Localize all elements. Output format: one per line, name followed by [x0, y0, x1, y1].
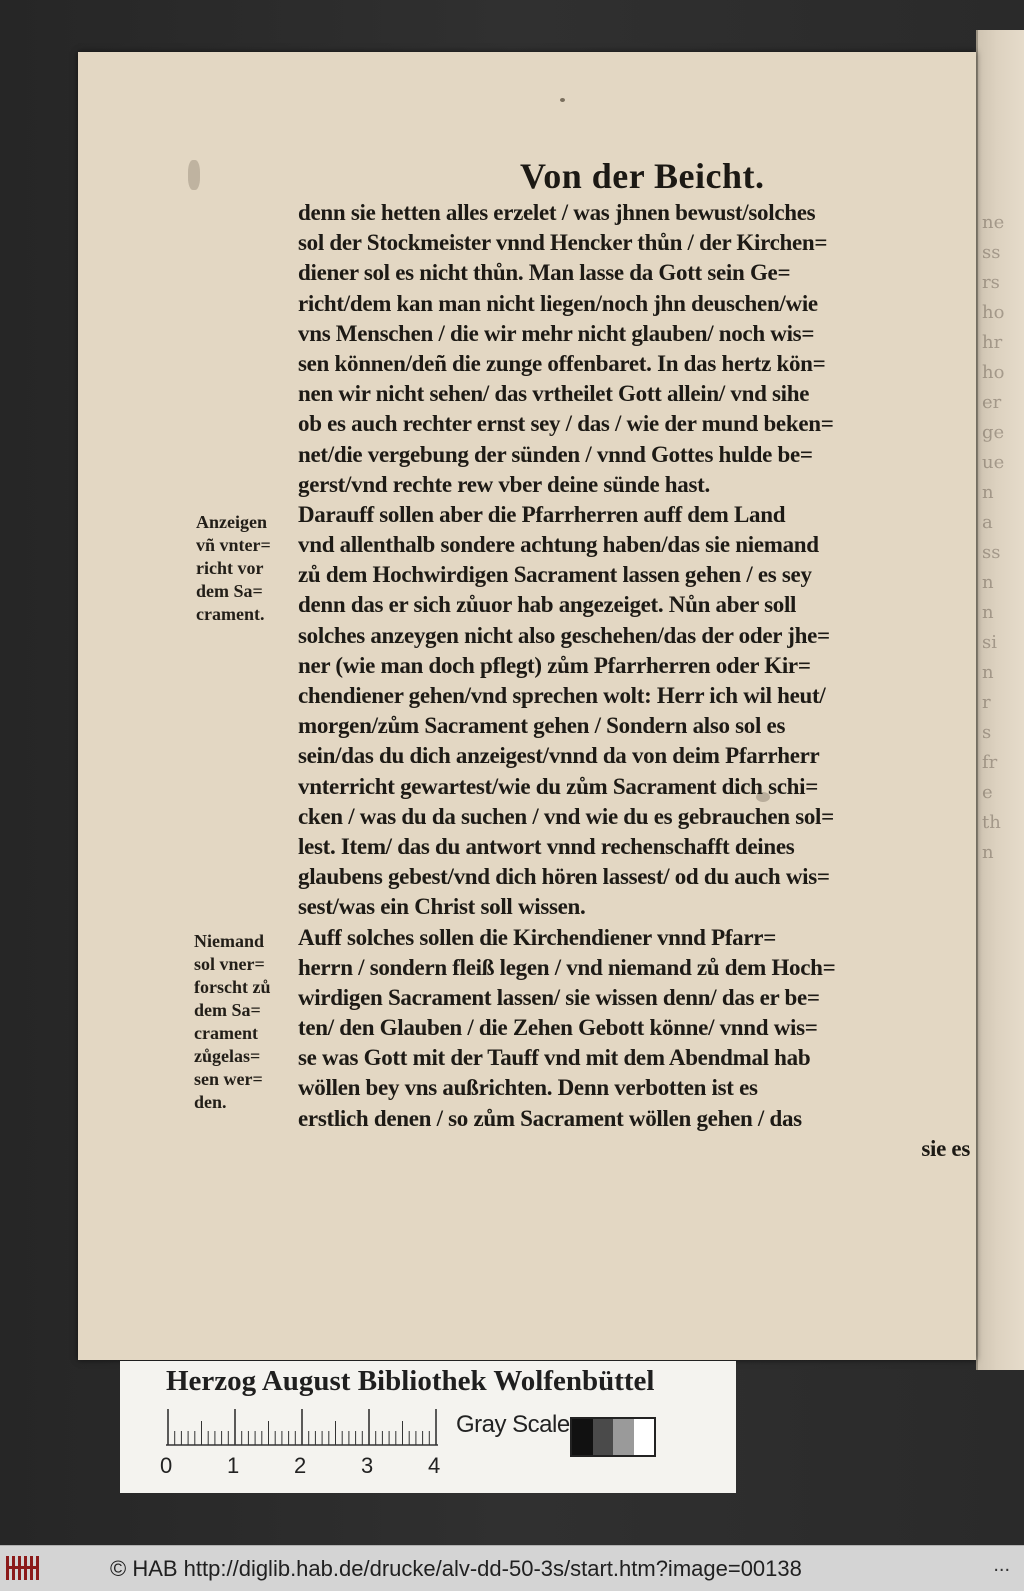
text-line: herrn / sondern fleiß legen / vnd niemand zů dem Hoch= [298, 954, 836, 980]
ruler-numbers [160, 1453, 460, 1483]
ghost-text: ne [982, 212, 1005, 233]
body-text [298, 198, 970, 1164]
ghost-text: er [982, 392, 1002, 413]
text-line: ten/ den Glauben / die Zehen Gebott könne/ vnnd wis= [298, 1015, 818, 1041]
text-line: wöllen bey vns außrichten. Denn verbotten ist es [298, 1075, 758, 1101]
text-line: sest/was ein Christ soll wissen. [298, 894, 586, 920]
marginal-line: dem Sa= [196, 581, 263, 601]
marginal-line: crament. [196, 604, 265, 624]
text-line: gerst/vnd rechte rew vber deine sünde hast. [298, 471, 710, 497]
ghost-text: n [982, 842, 994, 863]
ghost-text: hr [982, 332, 1003, 353]
text-line: wirdigen Sacrament lassen/ sie wissen denn/ das er be= [298, 984, 820, 1010]
marginal-line: vñ vnter= [196, 535, 271, 555]
page-header: Von der Beicht. [520, 156, 765, 196]
ghost-text: ho [982, 362, 1005, 383]
ink-speck [188, 160, 200, 190]
text-line: denn sie hetten alles erzelet / was jhnen bewust/solches [298, 200, 816, 225]
text-line: sie es [921, 1135, 970, 1161]
text-line: sol der Stockmeister vnnd Hencker thůn / der Kirchen= [298, 230, 828, 256]
text-line: erstlich denen / so zům Sacrament wöllen gehen / das [298, 1105, 802, 1131]
attribution-text: © HAB http://diglib.hab.de/drucke/alv-dd-50-3s/start.htm?image=00138 [110, 1556, 802, 1581]
ghost-text: n [982, 482, 994, 503]
marginal-note-anzeigen [196, 511, 271, 626]
text-line: vnd allenthalb sondere achtung haben/das sie niemand [298, 532, 819, 558]
text-line: diener sol es nicht thůn. Man lasse da Gott sein Ge= [298, 260, 791, 286]
ghost-text: s [982, 722, 992, 743]
text-line: lest. Item/ das du antwort vnnd rechenschafft deines [298, 833, 795, 859]
ghost-text: n [982, 662, 994, 683]
text-line: Darauff sollen aber die Pfarrherren auff dem Land [298, 501, 786, 527]
text-line: se was Gott mit der Tauff vnd mit dem Abendmal hab [298, 1045, 811, 1071]
text-line: ner (wie man doch pflegt) zům Pfarrherren oder Kir= [298, 652, 811, 678]
marginal-line: sen wer= [194, 1069, 263, 1089]
text-line: cken / was du da suchen / vnd wie du es gebrauchen sol= [298, 803, 834, 829]
library-footer-card [120, 1361, 736, 1493]
marginal-line: den. [194, 1092, 227, 1112]
text-line: Auff solches sollen die Kirchendiener vnnd Pfarr= [298, 924, 777, 950]
marginal-line: crament [194, 1023, 258, 1043]
marginal-line: Anzeigen [196, 512, 267, 532]
library-name: Herzog August Bibliothek Wolfenbüttel [166, 1365, 655, 1397]
marginal-line: richt vor [196, 558, 264, 578]
ruler-number: 4 [428, 1453, 441, 1478]
text-line: vns Menschen / die wir mehr nicht glauben/ noch wis= [298, 320, 815, 346]
text-line: vnterricht gewartest/wie du zům Sacrament dich schi= [298, 773, 819, 799]
text-line: richt/dem kan man nicht liegen/noch jhn deuschen/wie [298, 290, 818, 316]
text-line: glaubens gebest/vnd dich hören lassest/ od du auch wis= [298, 864, 830, 890]
hab-logo-icon [4, 1554, 46, 1582]
marginal-note-niemand [194, 930, 270, 1114]
marginal-line: sol vner= [194, 954, 265, 974]
marginal-line: zůgelas= [194, 1046, 261, 1066]
ghost-text: n [982, 602, 994, 623]
ink-speck [560, 98, 565, 102]
ghost-text: e [982, 782, 993, 803]
text-line: solches anzeygen nicht also geschehen/das der oder jhe= [298, 622, 830, 648]
ghost-text: ho [982, 302, 1005, 323]
marginal-line: Niemand [194, 931, 265, 951]
gray-scale-swatch [570, 1417, 656, 1457]
text-line: denn das er sich zůuor hab angezeiget. Nůn aber soll [298, 592, 797, 618]
text-line: morgen/zům Sacrament gehen / Sondern also sol es [298, 713, 786, 739]
ghost-text: ue [982, 452, 1005, 473]
ghost-text: rs [982, 272, 1000, 293]
ruler-number: 0 [160, 1453, 173, 1478]
ghost-text: th [982, 812, 1001, 833]
marginal-line: forscht zů [194, 977, 271, 997]
text-line: sen können/deñ die zunge offenbaret. In das hertz kön= [298, 350, 826, 376]
next-page-edge [976, 30, 1024, 1370]
ghost-text: a [982, 512, 993, 533]
text-line: nen wir nicht sehen/ das vrtheilet Gott allein/ vnd sihe [298, 381, 810, 407]
attribution-bar [0, 1545, 1024, 1591]
text-line: ob es auch rechter ernst sey / das / wie der mund beken= [298, 411, 834, 437]
marginal-line: dem Sa= [194, 1000, 261, 1020]
gray-swatch [593, 1419, 614, 1455]
ghost-text: r [982, 692, 991, 713]
scale-ruler [166, 1409, 438, 1447]
gray-swatch [572, 1419, 593, 1455]
more-menu-icon[interactable]: ... [993, 1554, 1010, 1576]
text-line: net/die vergebung der sünden / vnnd Gottes hulde be= [298, 441, 813, 467]
ghost-text: n [982, 572, 994, 593]
text-line: chendiener gehen/vnd sprechen wolt: Herr ich wil heut/ [298, 683, 826, 708]
ghost-text: ge [982, 422, 1005, 443]
text-line: zů dem Hochwirdigen Sacrament lassen gehen / es sey [298, 562, 812, 588]
gray-scale-label: Gray Scale [456, 1411, 570, 1438]
ghost-text: ss [982, 242, 1001, 263]
ghost-text: fr [982, 752, 998, 773]
gray-swatch [613, 1419, 634, 1455]
gray-swatch [634, 1419, 655, 1455]
ghost-text: ss [982, 542, 1001, 563]
ruler-number: 1 [227, 1453, 240, 1478]
text-line: sein/das du dich anzeigest/vnnd da von deim Pfarrherr [298, 743, 820, 769]
ruler-number: 3 [361, 1453, 374, 1478]
ghost-text: si [982, 632, 997, 653]
ruler-number: 2 [294, 1453, 307, 1478]
